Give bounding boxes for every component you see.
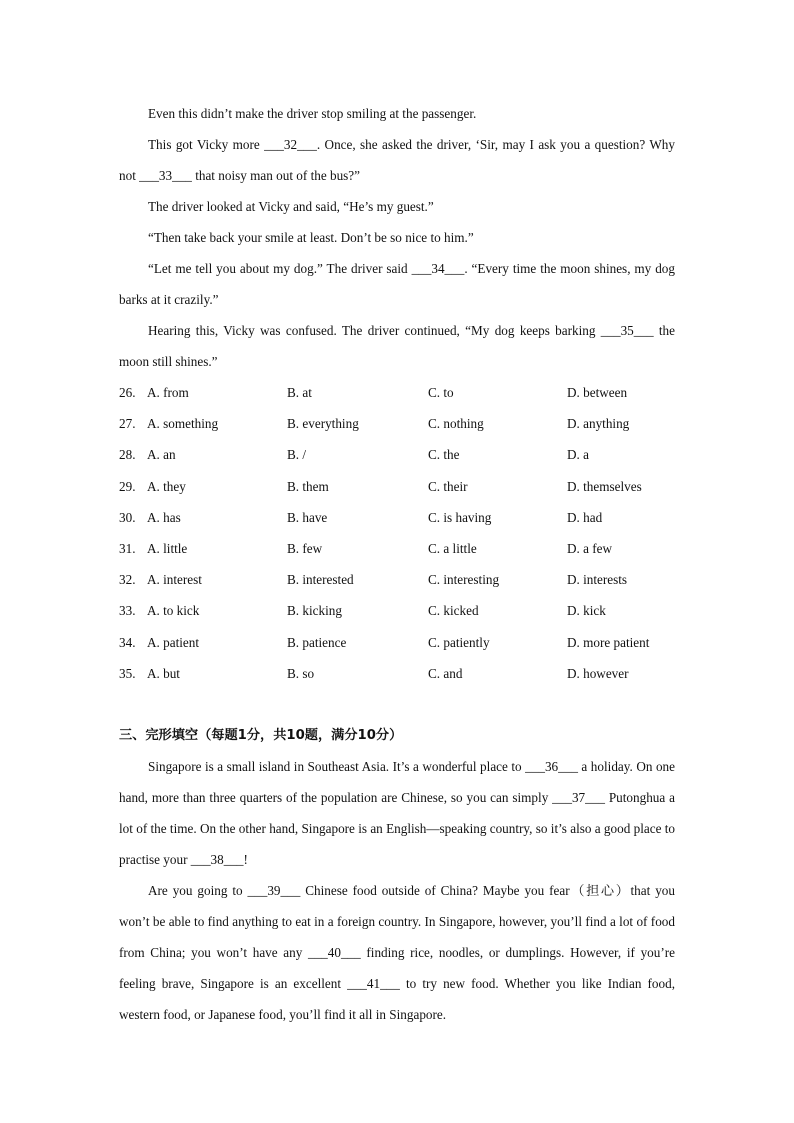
- option-b: B. /: [287, 447, 307, 463]
- option-d: D. anything: [567, 416, 630, 432]
- question-row: [119, 564, 675, 595]
- option-a: A. interest: [147, 572, 202, 588]
- option-c: C. to: [428, 385, 454, 400]
- question-number: 28.: [119, 447, 136, 463]
- option-d: D. interests: [567, 572, 628, 588]
- paragraph: The driver looked at Vicky and said, “He’s my guest.”: [148, 199, 434, 214]
- question-number: 27.: [119, 416, 136, 432]
- option-d: D. a few: [567, 540, 613, 556]
- option-b: B. at: [287, 385, 312, 400]
- option-a: A. something: [147, 416, 219, 432]
- passage-1: [119, 98, 675, 377]
- option-b: B. have: [287, 509, 328, 525]
- paragraph: Even this didn’t make the driver stop smiling at the passenger.: [148, 106, 477, 121]
- option-b: B. them: [287, 478, 329, 494]
- paragraph: This got Vicky more ___32___. Once, she asked the driver, ‘Sir, may I ask you a question? Why not ___33___ that noisy man out of the bus?”: [119, 137, 675, 183]
- option-c: C. is having: [428, 509, 492, 525]
- question-row: [119, 377, 675, 408]
- question-row: [119, 627, 675, 658]
- option-a: A. an: [147, 447, 176, 463]
- option-a: A. to kick: [147, 603, 200, 619]
- question-row: [119, 595, 675, 626]
- answer-options: [119, 377, 675, 689]
- option-a: A. from: [147, 385, 189, 400]
- question-number: 33.: [119, 603, 136, 619]
- option-a: A. but: [147, 665, 180, 681]
- question-number: 30.: [119, 509, 136, 525]
- option-c: C. a little: [428, 540, 477, 556]
- question-row: [119, 533, 675, 564]
- passage-2: [119, 751, 675, 1030]
- document-page: [119, 98, 675, 1030]
- question-number: 26.: [119, 385, 136, 400]
- option-d: D. between: [567, 385, 628, 400]
- option-d: D. themselves: [567, 478, 642, 494]
- option-c: C. and: [428, 665, 463, 681]
- paragraph: “Then take back your smile at least. Don’t be so nice to him.”: [148, 230, 474, 245]
- paragraph: “Let me tell you about my dog.” The driver said ___34___. “Every time the moon shines, my dog barks at it crazily.”: [119, 261, 675, 307]
- option-a: A. patient: [147, 634, 200, 650]
- question-number: 34.: [119, 634, 136, 650]
- option-b: B. interested: [287, 572, 354, 588]
- option-d: D. kick: [567, 603, 606, 619]
- option-c: C. patiently: [428, 634, 490, 650]
- question-row: [119, 408, 675, 439]
- option-a: A. little: [147, 540, 188, 556]
- option-c: C. the: [428, 447, 460, 463]
- question-row: [119, 471, 675, 502]
- option-b: B. patience: [287, 634, 347, 650]
- question-number: 32.: [119, 572, 136, 588]
- question-row: [119, 439, 675, 470]
- option-d: D. a: [567, 447, 589, 463]
- question-row: [119, 502, 675, 533]
- option-c: C. kicked: [428, 603, 479, 619]
- option-d: D. had: [567, 509, 603, 525]
- paragraph: Singapore is a small island in Southeast Asia. It’s a wonderful place to ___36___ a holiday. On one hand, more than three quarters of the population are Chinese, so you can simply ___37___ Putonghua a lot of the time. On the other hand, Singapore is an English—speaking country, so it’s also a good place to practise your ___38___!: [119, 758, 675, 867]
- option-d: D. however: [567, 665, 629, 681]
- paragraph: Are you going to ___39___ Chinese food outside of China? Maybe you fear（担心）that you won’t be able to find anything to eat in a foreign country. In Singapore, however, you’ll find a lot of food from China; you won’t have any ___40___ finding rice, noodles, or dumplings. However, if you’re feeling brave, Singapore is an excellent ___41___ to try new food. Whether you like Indian food, western food, or Japanese food, you’ll find it all in Singapore.: [119, 882, 675, 1022]
- option-c: C. their: [428, 478, 468, 494]
- question-number: 29.: [119, 478, 136, 494]
- option-b: B. few: [287, 540, 323, 556]
- option-a: A. they: [147, 478, 186, 494]
- question-number: 35.: [119, 665, 136, 681]
- option-c: C. nothing: [428, 416, 484, 432]
- option-b: B. so: [287, 665, 315, 681]
- option-a: A. has: [147, 509, 181, 525]
- paragraph: Hearing this, Vicky was confused. The driver continued, “My dog keeps barking ___35___ the moon still shines.”: [119, 323, 675, 369]
- section-heading: 三、完形填空（每题1分，共10题，满分10分）: [119, 727, 403, 743]
- option-b: B. kicking: [287, 603, 342, 619]
- question-number: 31.: [119, 540, 136, 556]
- question-row: [119, 658, 675, 689]
- option-b: B. everything: [287, 416, 359, 432]
- option-c: C. interesting: [428, 572, 500, 588]
- option-d: D. more patient: [567, 634, 650, 650]
